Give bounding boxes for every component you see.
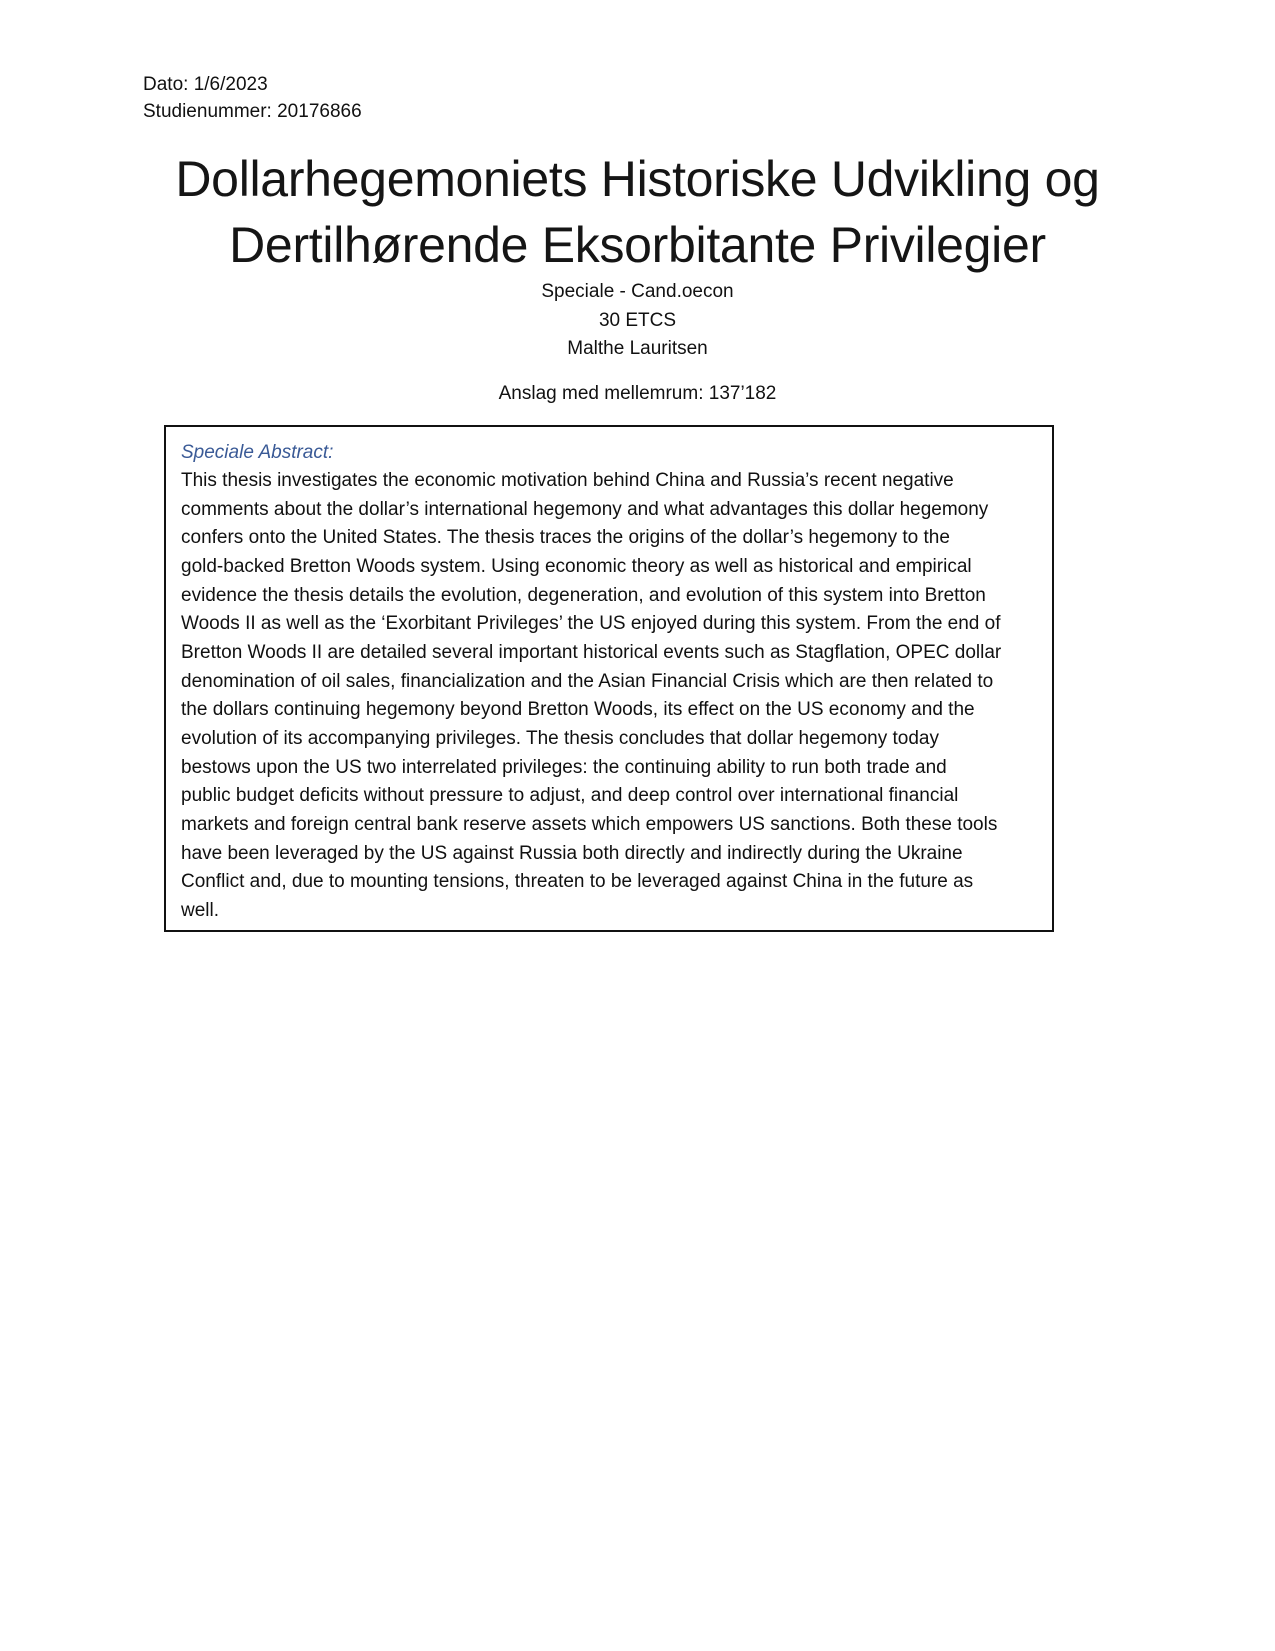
student-number-line: Studienummer: 20176866 — [143, 101, 362, 122]
subtitle-block — [0, 278, 1275, 364]
abstract-line: This thesis investigates the economic motivation behind China and Russia’s recent negative — [181, 470, 954, 491]
abstract-line: Woods II as well as the ‘Exorbitant Privileges’ the US enjoyed during this system. From the end of — [181, 613, 1001, 635]
abstract-line: public budget deficits without pressure to adjust, and deep control over international financial — [181, 785, 959, 807]
abstract-line: the dollars continuing hegemony beyond Bretton Woods, its effect on the US economy and the — [181, 699, 975, 721]
abstract-line: well. — [181, 899, 220, 921]
abstract-label: Speciale Abstract: — [181, 442, 334, 463]
thesis-type: Speciale - Cand.oecon — [541, 281, 734, 302]
title-line-2: Dertilhørende Eksorbitante Privilegier — [229, 217, 1046, 273]
credits: 30 ETCS — [598, 309, 677, 331]
abstract-line: evolution of its accompanying privileges. The thesis concludes that dollar hegemony today — [181, 727, 939, 749]
abstract-line: confers onto the United States. The thesis traces the origins of the dollar’s hegemony to the — [181, 527, 950, 549]
abstract-line: comments about the dollar’s international hegemony and what advantages this dollar hegemony — [181, 498, 989, 520]
abstract-line: evidence the thesis details the evolution, degeneration, and evolution of this system into Bretton — [181, 584, 986, 606]
document-meta — [143, 71, 362, 125]
title-line-1: Dollarhegemoniets Historiske Udvikling og — [175, 151, 1100, 207]
date-line: Dato: 1/6/2023 — [143, 74, 268, 95]
document-title — [0, 146, 1275, 278]
abstract-line: markets and foreign central bank reserve assets which empowers US sanctions. Both these tools — [181, 813, 998, 835]
abstract-line: gold-backed Bretton Woods system. Using economic theory as well as historical and empirical — [181, 555, 972, 577]
abstract-box — [164, 425, 1054, 932]
abstract-line: Bretton Woods II are detailed several important historical events such as Stagflation, OPEC dollar — [181, 641, 1002, 663]
abstract-body — [181, 467, 1049, 926]
character-count: Anslag med mellemrum: 137’182 — [498, 383, 777, 404]
abstract-line: Conflict and, due to mounting tensions, threaten to be leveraged against China in the future as — [181, 871, 974, 893]
abstract-line: denomination of oil sales, financialization and the Asian Financial Crisis which are then related to — [181, 670, 994, 692]
author-name: Malthe Lauritsen — [567, 338, 708, 359]
abstract-line: have been leveraged by the US against Russia both directly and indirectly during the Ukraine — [181, 842, 963, 864]
abstract-line: bestows upon the US two interrelated privileges: the continuing ability to run both trade and — [181, 756, 947, 778]
